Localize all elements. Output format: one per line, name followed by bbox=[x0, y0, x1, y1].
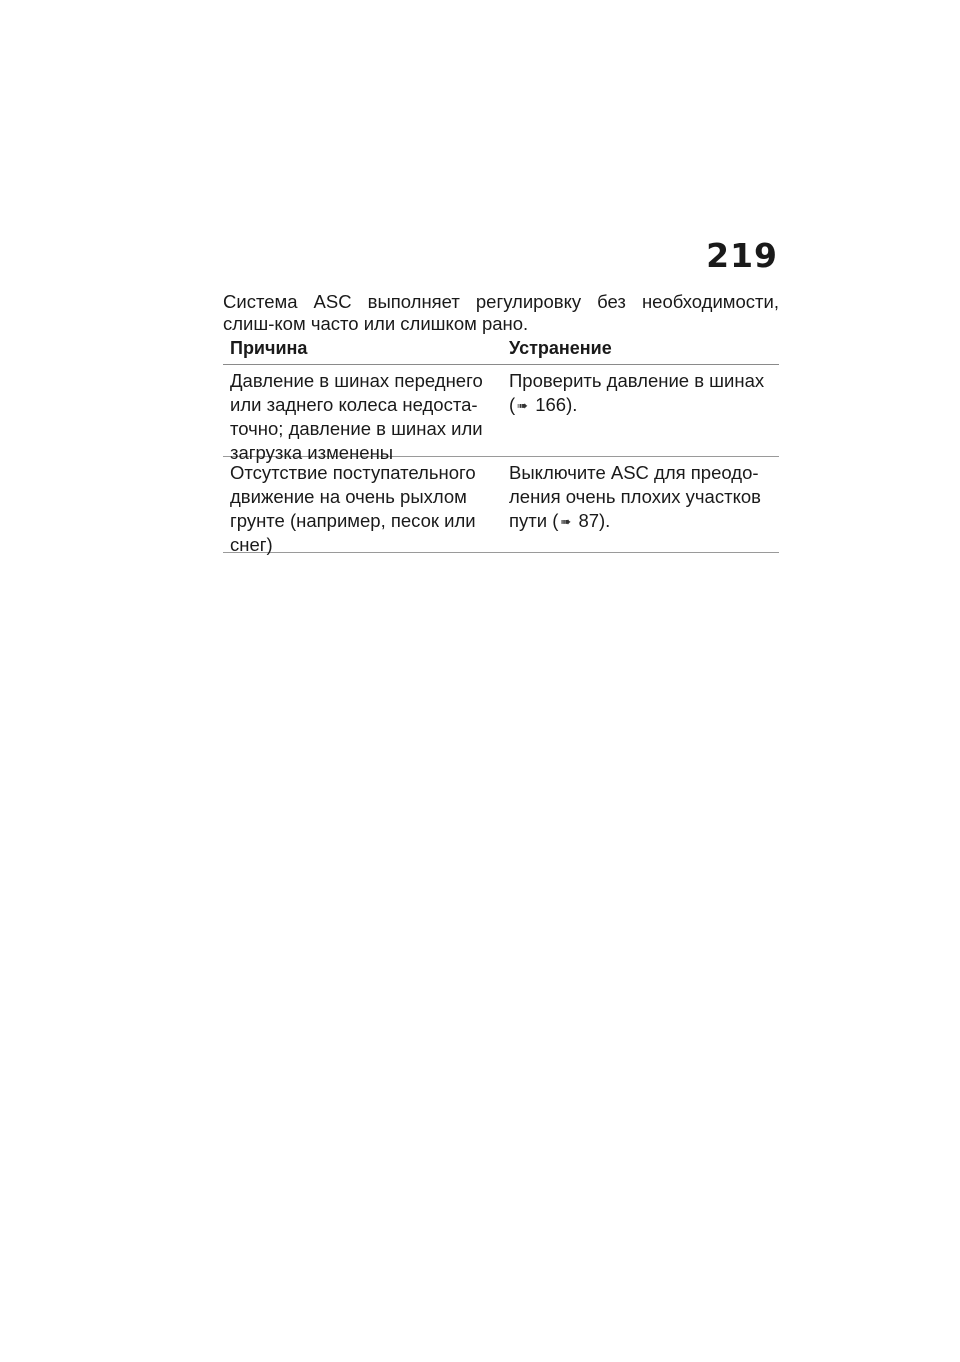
fix-text-end: ). bbox=[599, 510, 611, 531]
troubleshooting-table bbox=[223, 334, 779, 553]
arrow-right-icon: ➠ bbox=[560, 514, 572, 529]
page-reference-link[interactable]: 166 bbox=[535, 394, 567, 415]
header-cause: Причина bbox=[230, 338, 308, 358]
fix-text: Выключите ASC для преодо-ления очень плохих участков пути ( bbox=[509, 462, 761, 531]
fix-text-end: ). bbox=[566, 394, 578, 415]
fix-text: Проверить давление в шинах ( bbox=[509, 370, 765, 415]
table-row bbox=[223, 365, 779, 463]
cause-cell: Давление в шинах переднего или заднего колеса недоста-точно; давление в шинах или загрузка изменены bbox=[230, 370, 483, 463]
arrow-right-icon: ➠ bbox=[517, 398, 529, 413]
cause-cell: Отсутствие поступательного движение на очень рыхлом грунте (например, песок или снег) bbox=[230, 462, 476, 555]
page-reference-link[interactable]: 87 bbox=[578, 510, 600, 531]
fix-cell bbox=[504, 365, 779, 456]
header-fix: Устранение bbox=[509, 338, 612, 358]
intro-paragraph: Система ASC выполняет регулировку без необходимости, слиш-ком часто или слишком рано. bbox=[223, 291, 779, 334]
table-row bbox=[223, 457, 779, 553]
fix-cell bbox=[504, 457, 779, 552]
page-number: 219 bbox=[706, 236, 778, 275]
table-header-row bbox=[223, 334, 779, 365]
